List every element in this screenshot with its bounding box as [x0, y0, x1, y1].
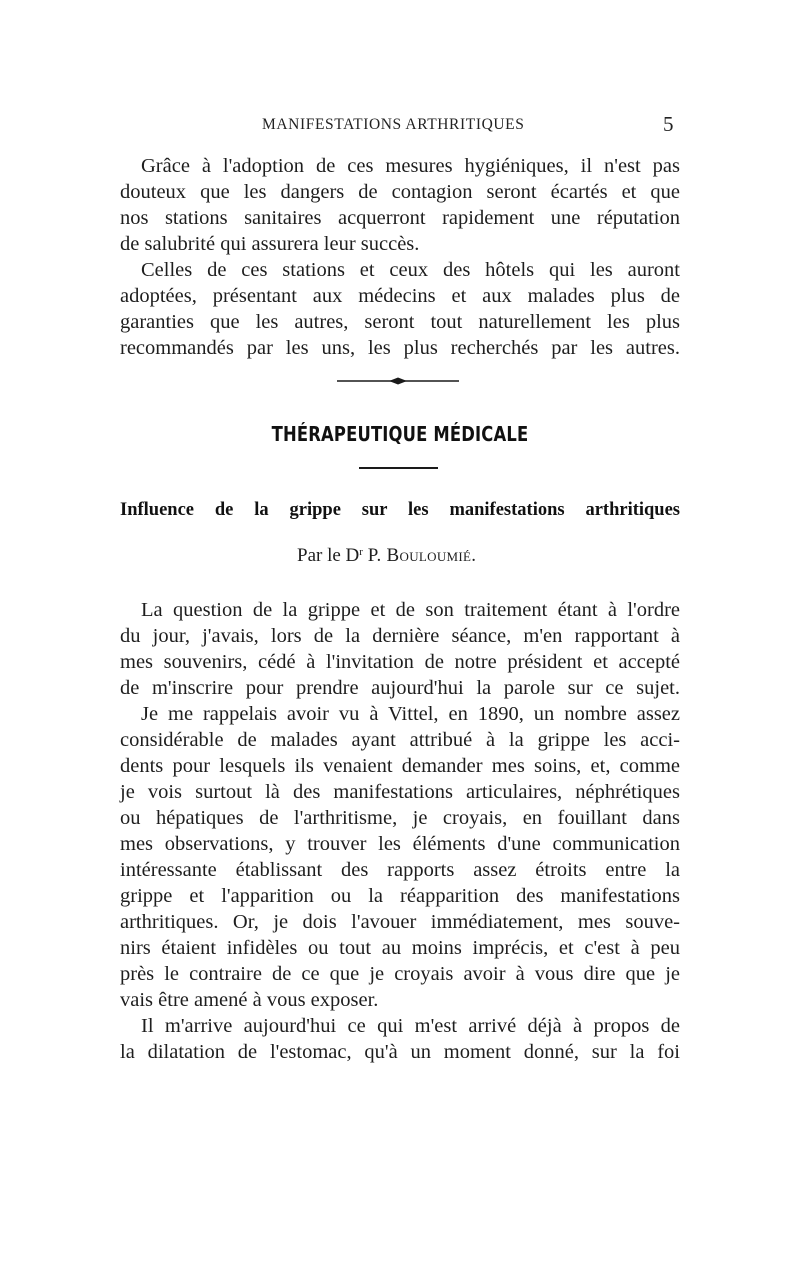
text-line: de m'inscrire pour prendre aujourd'hui la parole sur ce sujet. — [120, 677, 680, 699]
text-line: du jour, j'avais, lors de la dernière séance, m'en rapportant à — [120, 625, 680, 647]
text-line: Je me rappelais avoir vu à Vittel, en 1890, un nombre assez — [141, 703, 680, 725]
text-line: Celles de ces stations et ceux des hôtels qui les auront — [141, 259, 680, 281]
text-line: la dilatation de l'estomac, qu'à un moment donné, sur la foi — [120, 1041, 680, 1063]
text-line: près le contraire de ce que je croyais avoir à vous dire que je — [120, 963, 680, 985]
running-head: MANIFESTATIONS ARTHRITIQUES — [262, 116, 525, 133]
text-line: considérable de malades ayant attribué à la grippe les acci- — [120, 729, 680, 751]
text-line: garanties que les autres, seront tout naturellement les plus — [120, 311, 680, 333]
text-line: Grâce à l'adoption de ces mesures hygiéniques, il n'est pas — [141, 155, 680, 177]
byline-superscript: r — [359, 546, 363, 558]
ornament-divider — [337, 377, 459, 385]
title-rule — [359, 467, 438, 469]
text-line: arthritiques. Or, je dois l'avouer immédiatement, mes souve- — [120, 911, 680, 933]
text-line: nos stations sanitaires acquerront rapidement une réputation — [120, 207, 680, 229]
byline — [297, 545, 476, 567]
article-title: Influence de la grippe sur les manifestations arthritiques — [120, 500, 680, 520]
text-line: douteux que les dangers de contagion seront écartés et que — [120, 181, 680, 203]
byline-author: P. Bouloumié. — [367, 545, 477, 566]
section-title: THÉRAPEUTIQUE MÉDICALE — [271, 422, 529, 446]
text-line: adoptées, présentant aux médecins et aux malades plus de — [120, 285, 680, 307]
text-line: vais être amené à vous exposer. — [120, 989, 379, 1011]
text-line: grippe et l'apparition ou la réapparition des manifestations — [120, 885, 680, 907]
text-line: nirs étaient infidèles ou tout au moins imprécis, et c'est à peu — [120, 937, 680, 959]
text-line: dents pour lesquels ils venaient demander mes soins, et, comme — [120, 755, 680, 777]
page-number: 5 — [663, 112, 674, 136]
text-line: ou hépatiques de l'arthritisme, je croyais, en fouillant dans — [120, 807, 680, 829]
text-line: Il m'arrive aujourd'hui ce qui m'est arrivé déjà à propos de — [141, 1015, 680, 1037]
text-line: mes observations, y trouver les éléments d'une communication — [120, 833, 680, 855]
text-line: de salubrité qui assurera leur succès. — [120, 233, 420, 255]
text-line: intéressante établissant des rapports assez étroits entre la — [120, 859, 680, 881]
text-line: recommandés par les uns, les plus recherchés par les autres. — [120, 337, 680, 359]
text-line: je vois surtout là des manifestations articulaires, néphrétiques — [120, 781, 680, 803]
byline-prefix: Par le D — [297, 545, 360, 566]
text-line: La question de la grippe et de son traitement étant à l'ordre — [141, 599, 680, 621]
text-line: mes souvenirs, cédé à l'invitation de notre président et accepté — [120, 651, 680, 673]
